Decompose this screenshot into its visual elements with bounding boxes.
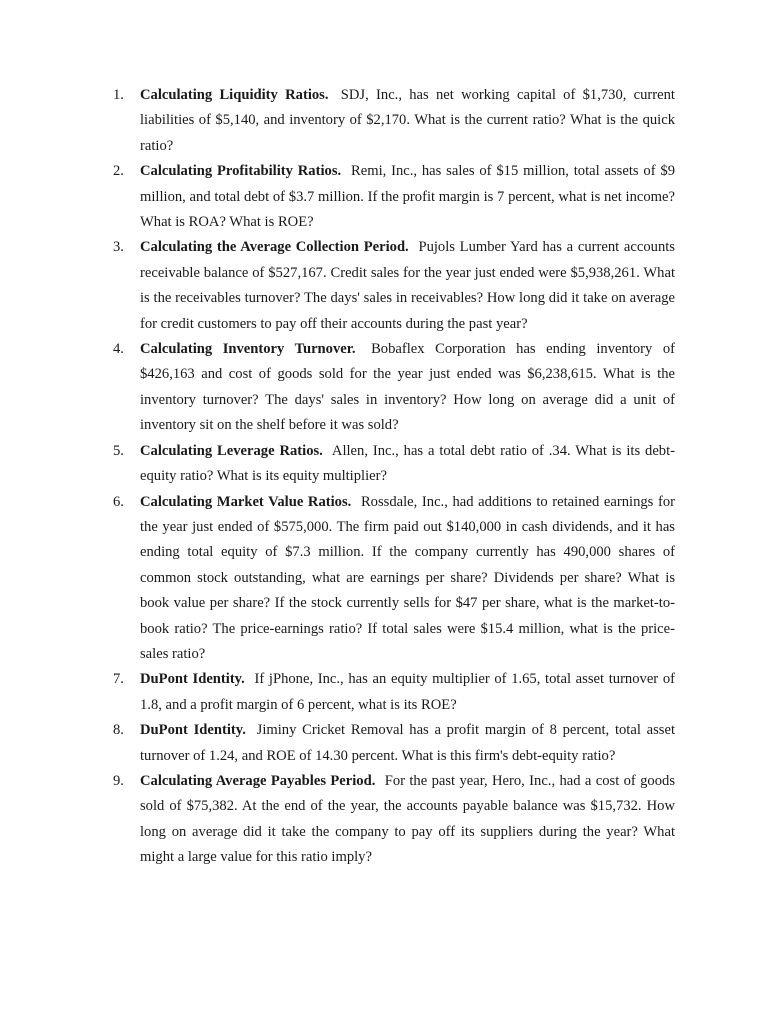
problem-title: Calculating Inventory Turnover. (140, 341, 356, 358)
problem-text: Rossdale, Inc., had additions to retained earnings for the year just ended of $575,000. The firm paid out $140,000 in cash dividends, and it has ending total equity of $7.3 million. If the company currently has 490,000 shares of common stock outstanding, what are earnings per share? Dividends per share? What is book value per share? If the stock currently sells for $47 per share, what is the market-to-book ratio? The price-earnings ratio? If total sales were $15.4 million, what is the price-sales ratio? (140, 493, 675, 662)
problem-title: DuPont Identity. (140, 671, 245, 688)
problem-number: 1. (113, 87, 124, 103)
problem-text: SDJ, Inc., has net working capital of $1,730, current liabilities of $5,140, and inventory of $2,170. What is the current ratio? What is the quick ratio? (140, 87, 675, 154)
problem-item (0, 439, 675, 490)
problem-number: 5. (113, 442, 124, 459)
problem-title: Calculating Liquidity Ratios. (140, 87, 329, 103)
problem-text: If jPhone, Inc., has an equity multiplier of 1.65, total asset turnover of 1.8, and a profit margin of 6 percent, what is its ROE? (140, 671, 675, 713)
problem-item (0, 769, 675, 871)
problem-text: Pujols Lumber Yard has a current accounts receivable balance of $527,167. Credit sales for the year just ended were $5,938,261. What is the receivables turnover? The days' sales in receivables? How long did it take on average for credit customers to pay off their accounts during the past year? (140, 239, 675, 332)
problem-item (0, 83, 675, 159)
problem-text: Bobaflex Corporation has ending inventory of $426,163 and cost of goods sold for the year just ended was $6,238,615. What is the inventory turnover? The days' sales in inventory? How long on average did a unit of inventory sit on the shelf before it was sold? (140, 341, 675, 434)
problem-number: 8. (113, 722, 124, 739)
problem-item (0, 337, 675, 439)
problem-item (0, 718, 675, 769)
problem-number: 7. (113, 671, 124, 688)
problem-item (0, 490, 675, 668)
problem-title: Calculating the Average Collection Period. (140, 239, 409, 256)
problem-title: DuPont Identity. (140, 722, 246, 739)
problem-number: 4. (113, 341, 124, 358)
problem-item (0, 235, 675, 337)
problem-item (0, 159, 675, 235)
problem-text: Jiminy Cricket Removal has a profit margin of 8 percent, total asset turnover of 1.24, and ROE of 14.30 percent. What is this firm's debt-equity ratio? (140, 722, 675, 764)
problem-title: Calculating Profitability Ratios. (140, 163, 342, 180)
problem-title: Calculating Leverage Ratios. (140, 442, 323, 459)
problem-text: For the past year, Hero, Inc., had a cost of goods sold of $75,382. At the end of the year, the accounts payable balance was $15,732. How long on average did it take the company to pay off its suppliers during the year? What might a large value for this ratio imply? (140, 772, 676, 866)
problem-title: Calculating Average Payables Period. (140, 772, 376, 789)
problem-text: Allen, Inc., has a total debt ratio of .34. What is its debt-equity ratio? What is its equity multiplier? (140, 442, 676, 485)
problem-number: 2. (113, 163, 124, 180)
problem-title: Calculating Market Value Ratios. (140, 493, 352, 510)
problem-list (0, 83, 768, 871)
problem-number: 3. (113, 239, 124, 256)
problem-text: Remi, Inc., has sales of $15 million, total assets of $9 million, and total debt of $3.7 million. If the profit margin is 7 percent, what is net income? What is ROA? What is ROE? (140, 163, 675, 231)
problem-item (0, 667, 675, 718)
problem-number: 6. (113, 493, 124, 510)
problem-number: 9. (113, 772, 124, 789)
